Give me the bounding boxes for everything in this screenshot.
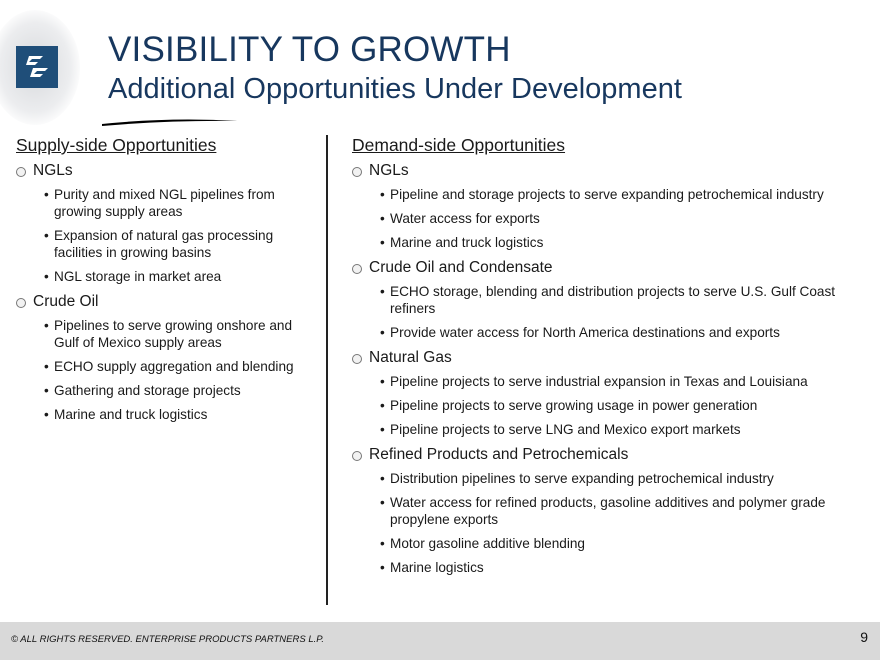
circle-bullet-icon [352,354,362,364]
bullet-dot-icon: • [44,383,49,398]
section-label: Crude Oil and Condensate [369,259,553,276]
list-item-text: Gathering and storage projects [54,383,241,398]
list-item-text: ECHO storage, blending and distribution projects to serve U.S. Gulf Coast refiners [390,284,836,316]
list-item [352,397,872,414]
list-item-text: Pipelines to serve growing onshore and Gulf of Mexico supply areas [54,318,293,350]
list-item-text: Motor gasoline additive blending [390,536,585,551]
bullet-dot-icon: • [380,284,385,299]
list-item-text: Marine and truck logistics [54,407,208,422]
circle-bullet-icon [16,167,26,177]
page-title: VISIBILITY TO GROWTH [108,30,511,69]
bullet-dot-icon: • [44,407,49,422]
footer-bar [0,622,880,660]
list-item-text: Distribution pipelines to serve expanding petrochemical industry [390,471,774,486]
page-subtitle: Additional Opportunities Under Development [108,73,682,105]
section-heading [352,445,872,465]
bullet-dot-icon: • [380,235,385,250]
section-heading [352,348,872,368]
list-item [16,268,316,285]
bullet-dot-icon: • [380,471,385,486]
demand-side-column [352,134,872,583]
bullet-dot-icon: • [44,187,49,202]
bullet-dot-icon: • [44,318,49,333]
bullet-dot-icon: • [44,269,49,284]
list-item [352,559,872,576]
section-label: Refined Products and Petrochemicals [369,446,629,463]
list-item [352,210,872,227]
bullet-dot-icon: • [380,422,385,437]
list-item-text: Marine logistics [390,560,484,575]
list-item [352,535,872,552]
list-item [16,382,316,399]
circle-bullet-icon [16,298,26,308]
demand-side-heading: Demand-side Opportunities [352,135,566,155]
list-item [16,317,316,351]
bullet-dot-icon: • [380,187,385,202]
list-item [352,421,872,438]
page-number: 9 [860,629,868,645]
list-item-text: Pipeline projects to serve LNG and Mexico export markets [390,422,741,437]
list-item-text: Expansion of natural gas processing facilities in growing basins [54,228,274,260]
copyright-text: © ALL RIGHTS RESERVED. ENTERPRISE PRODUCTS PARTNERS L.P. [11,634,325,645]
list-item-text: ECHO supply aggregation and blending [54,359,294,374]
supply-side-heading: Supply-side Opportunities [16,135,217,155]
circle-bullet-icon [352,167,362,177]
list-item-text: NGL storage in market area [54,269,222,284]
list-item-text: Water access for exports [390,211,540,226]
list-item-text: Marine and truck logistics [390,235,544,250]
circle-bullet-icon [352,451,362,461]
bullet-dot-icon: • [380,560,385,575]
bullet-dot-icon: • [380,495,385,510]
section-heading [16,292,316,312]
section-label: Natural Gas [369,349,452,366]
list-item-text: Pipeline projects to serve growing usage in power generation [390,398,758,413]
list-item [16,227,316,261]
list-item [352,283,872,317]
list-item-text: Water access for refined products, gasoline additives and polymer grade propylene exports [390,495,826,527]
list-item [16,406,316,423]
section-label: NGLs [33,162,73,179]
list-item [16,186,316,220]
list-item [352,494,872,528]
section-heading [16,161,316,181]
list-item-text: Pipeline projects to serve industrial expansion in Texas and Louisiana [390,374,808,389]
list-item-text: Pipeline and storage projects to serve expanding petrochemical industry [390,187,824,202]
section-label: Crude Oil [33,293,99,310]
list-item [16,358,316,375]
column-divider [326,135,328,605]
list-item-text: Provide water access for North America destinations and exports [390,325,780,340]
bullet-dot-icon: • [380,211,385,226]
bullet-dot-icon: • [44,228,49,243]
list-item [352,470,872,487]
supply-side-column [16,134,316,430]
bullet-dot-icon: • [380,325,385,340]
list-item [352,234,872,251]
enterprise-logo-icon [16,46,58,88]
section-heading [352,258,872,278]
list-item [352,324,872,341]
list-item-text: Purity and mixed NGL pipelines from growing supply areas [54,187,275,219]
bullet-dot-icon: • [380,374,385,389]
circle-bullet-icon [352,264,362,274]
section-heading [352,161,872,181]
bullet-dot-icon: • [380,398,385,413]
list-item [352,186,872,203]
section-label: NGLs [369,162,409,179]
list-item [352,373,872,390]
bullet-dot-icon: • [44,359,49,374]
title-underline-swoosh [100,117,240,129]
bullet-dot-icon: • [380,536,385,551]
